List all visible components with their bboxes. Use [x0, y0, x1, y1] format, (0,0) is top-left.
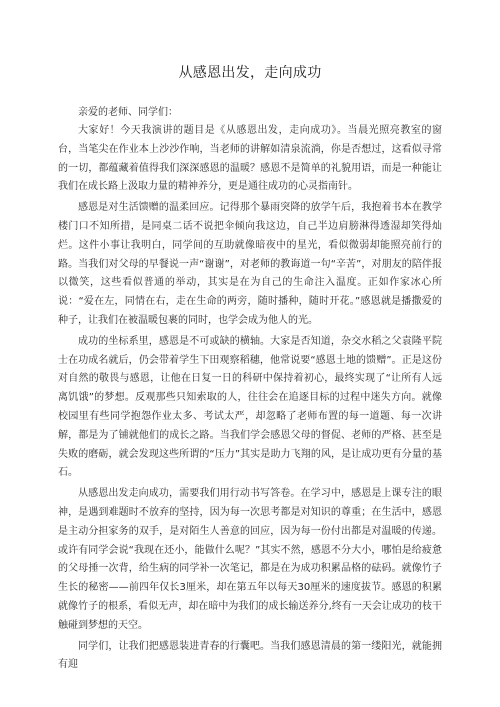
- paragraph-2: 感恩是对生活馈赠的温柔回应。记得那个暴雨突降的放学午后，我抱着书本在教学楼门口不知所措，是同桌二话不说把伞倾向我这边，自己半边肩膀淋得透湿却笑得灿烂。这件小事让我明白，同学间的互助就像暗夜中的星光，看似微弱却能照亮前行的路。当我们对父母的早餐说一声“谢谢”，对老师的教诲道一句“辛苦”，对朋友的陪伴报以微笑，这些看似普通的举动，其实是在为自己的生命注入温度。正如作家冰心所说：“爱在左，同情在右，走在生命的两旁，随时播种，随时开花。”感恩就是播撒爱的种子，让我们在被温暖包裹的同时，也学会成为他人的光。: [58, 202, 442, 326]
- paragraph-5: 同学们，让我们把感恩装进青春的行囊吧。当我们感恩清晨的第一缕阳光，就能拥有迎: [58, 640, 442, 671]
- paragraph-3: 成功的坐标系里，感恩是不可或缺的横轴。大家是否知道，杂交水稻之父袁隆平院士在功成名就后，仍会带着学生下田观察稻穗，他常说要“感恩土地的馈赠”。正是这份对自然的敬畏与感恩，让他在日复一日的科研中保持着初心，最终实现了“让所有人远离饥饿”的梦想。反观那些只知索取的人，往往会在追逐目标的过程中迷失方向。就像校园里有些同学抱怨作业太多、考试太严，却忽略了老师布置的每一道题、每一次讲解，都是为了铺就他们的成长之路。当我们学会感恩父母的督促、老师的严格、甚至是失败的磨砺，就会发现这些所谓的“压力”其实是助力飞翔的风，是让成功更有分量的基石。: [58, 335, 442, 479]
- page-title: 从感恩出发，走向成功: [178, 65, 322, 81]
- paragraph-1: 大家好！今天我演讲的题目是《从感恩出发，走向成功》。当晨光照亮教室的窗台，当笔尖在作业本上沙沙作响，当老师的讲解如清泉流淌，你是否想过，这看似寻常的一切，都蕴藏着值得我们深深感恩的温暖？感恩不是简单的礼貌用语，而是一种能让我们在成长路上汲取力量的精神养分，更是通往成功的心灵指南针。: [58, 125, 442, 193]
- paragraph-4: 从感恩出发走向成功，需要我们用行动书写答卷。在学习中，感恩是上课专注的眼神，是遇到难题时不放弃的坚持，因为每一次思考都是对知识的尊重；在生活中，感恩是主动分担家务的双手，是对陌生人善意的回应，因为每一份付出都是对温暖的传递。或许有同学会说“我现在还小，能做什么呢？”其实不然，感恩不分大小，哪怕是给疲惫的父母捶一次背，给生病的同学补一次笔记，都是在为成功积累品格的砝码。就像竹子生长的秘密——前四年仅长3厘米，却在第五年以每天30厘米的速度拔节。感恩的积累就像竹子的根系，看似无声，却在暗中为我们的成长输送养分,终有一天会让成功的枝干触碰到梦想的天空。: [58, 488, 442, 631]
- salutation: 亲爱的老师、同学们：: [78, 107, 178, 118]
